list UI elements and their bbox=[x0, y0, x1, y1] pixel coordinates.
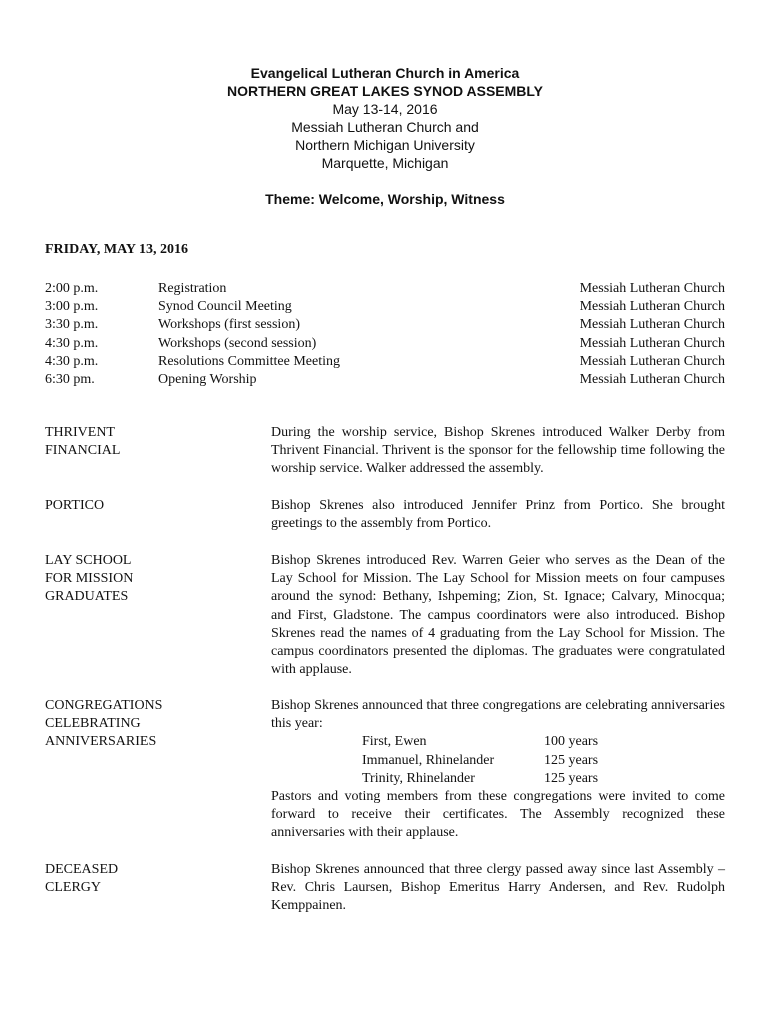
anniversary-table bbox=[362, 733, 598, 788]
section-label-line: FINANCIAL bbox=[45, 443, 121, 459]
section-label-line: CELEBRATING bbox=[45, 716, 141, 732]
section-outro: Pastors and voting members from these congregations were invited to come forward to receive their certificates. The Assembly recognized these anniversaries with their applause. bbox=[271, 789, 725, 841]
schedule-row bbox=[45, 316, 725, 334]
congregation-years: 125 years bbox=[544, 752, 599, 768]
assembly-title: NORTHERN GREAT LAKES SYNOD ASSEMBLY bbox=[226, 83, 544, 99]
schedule-time: 3:30 p.m. bbox=[45, 317, 99, 333]
schedule-event: Workshops (second session) bbox=[158, 335, 317, 351]
section-text: Bishop Skrenes introduced Rev. Warren Geier who serves as the Dean of the Lay School for Mission. The Lay School for Mission meets on four campuses around the synod: Bethany, Ishpeming; Zion, St. Ignace; Calvary, Minocqua; and First, Gladstone. The campus coordinators were also introduced. Bishop Skrenes read the names of 4 graduating from the Lay School for Mission. The campus coordinators presented the diplomas. The graduates were congratulated with applause. bbox=[271, 553, 725, 678]
section-label-line: PORTICO bbox=[45, 498, 105, 513]
schedule-location: Messiah Lutheran Church bbox=[579, 353, 725, 369]
document-header bbox=[0, 64, 770, 208]
section-label bbox=[45, 497, 245, 515]
schedule-row bbox=[45, 280, 725, 298]
section-label-line: DECEASED bbox=[45, 862, 119, 877]
section-label bbox=[45, 697, 245, 752]
schedule-event: Workshops (first session) bbox=[158, 317, 300, 333]
organization-name: Evangelical Lutheran Church in America bbox=[250, 65, 520, 81]
section-label-line: ANNIVERSARIES bbox=[45, 734, 157, 750]
congregation-years: 100 years bbox=[544, 734, 599, 750]
section-lay-school bbox=[45, 552, 725, 679]
section-label-line: CONGREGATIONS bbox=[45, 698, 163, 713]
schedule-event: Registration bbox=[158, 281, 227, 296]
schedule-location: Messiah Lutheran Church bbox=[579, 281, 725, 296]
venue-city: Marquette, Michigan bbox=[321, 155, 449, 171]
section-label-line: LAY SCHOOL bbox=[45, 553, 132, 568]
section-label-line: THRIVENT bbox=[45, 425, 115, 440]
assembly-dates: May 13-14, 2016 bbox=[332, 101, 438, 117]
congregation-name: Immanuel, Rhinelander bbox=[362, 752, 495, 768]
venue-line-1: Messiah Lutheran Church and bbox=[291, 119, 479, 135]
section-text: During the worship service, Bishop Skrenes introduced Walker Derby from Thrivent Financial. Thrivent is the sponsor for the fellowship time following the worship service. Walker addressed the assembly. bbox=[271, 425, 725, 477]
schedule-event: Synod Council Meeting bbox=[158, 299, 292, 315]
section-label bbox=[45, 552, 245, 607]
section-deceased-clergy bbox=[45, 861, 725, 916]
schedule-location: Messiah Lutheran Church bbox=[579, 317, 725, 333]
schedule bbox=[45, 280, 725, 389]
section-text: Bishop Skrenes also introduced Jennifer Prinz from Portico. She brought greetings to the assembly from Portico. bbox=[271, 498, 725, 532]
table-row bbox=[362, 770, 598, 788]
schedule-location: Messiah Lutheran Church bbox=[579, 371, 725, 387]
section-label bbox=[45, 861, 245, 897]
section-body bbox=[271, 697, 725, 843]
schedule-row bbox=[45, 353, 725, 371]
congregation-years: 125 years bbox=[544, 770, 599, 786]
section-label bbox=[45, 424, 245, 460]
section-label-line: CLERGY bbox=[45, 880, 101, 896]
section-intro: Bishop Skrenes announced that three congregations are celebrating anniversaries this year: bbox=[271, 698, 725, 732]
section-portico bbox=[45, 497, 725, 533]
schedule-location: Messiah Lutheran Church bbox=[579, 335, 725, 351]
day-heading: FRIDAY, MAY 13, 2016 bbox=[45, 242, 189, 257]
assembly-theme: Theme: Welcome, Worship, Witness bbox=[265, 191, 505, 207]
schedule-time: 4:30 p.m. bbox=[45, 335, 99, 351]
schedule-time: 4:30 p.m. bbox=[45, 353, 99, 369]
schedule-row bbox=[45, 371, 725, 389]
schedule-event: Opening Worship bbox=[158, 371, 257, 387]
table-row bbox=[362, 752, 598, 770]
table-row bbox=[362, 733, 598, 751]
schedule-time: 3:00 p.m. bbox=[45, 299, 99, 315]
schedule-row bbox=[45, 335, 725, 353]
schedule-location: Messiah Lutheran Church bbox=[579, 299, 725, 315]
section-label-line: GRADUATES bbox=[45, 589, 129, 605]
congregation-name: Trinity, Rhinelander bbox=[362, 770, 475, 786]
schedule-row bbox=[45, 298, 725, 316]
section-label-line: FOR MISSION bbox=[45, 571, 134, 587]
schedule-time: 6:30 pm. bbox=[45, 371, 95, 387]
section-anniversaries bbox=[45, 697, 725, 843]
schedule-event: Resolutions Committee Meeting bbox=[158, 353, 340, 369]
section-text: Bishop Skrenes announced that three clergy passed away since last Assembly – Rev. Chris Laursen, Bishop Emeritus Harry Andersen, and Rev. Rudolph Kemppainen. bbox=[271, 862, 725, 914]
venue-line-2: Northern Michigan University bbox=[295, 137, 475, 153]
congregation-name: First, Ewen bbox=[362, 734, 427, 750]
section-thrivent bbox=[45, 424, 725, 479]
schedule-time: 2:00 p.m. bbox=[45, 281, 99, 296]
